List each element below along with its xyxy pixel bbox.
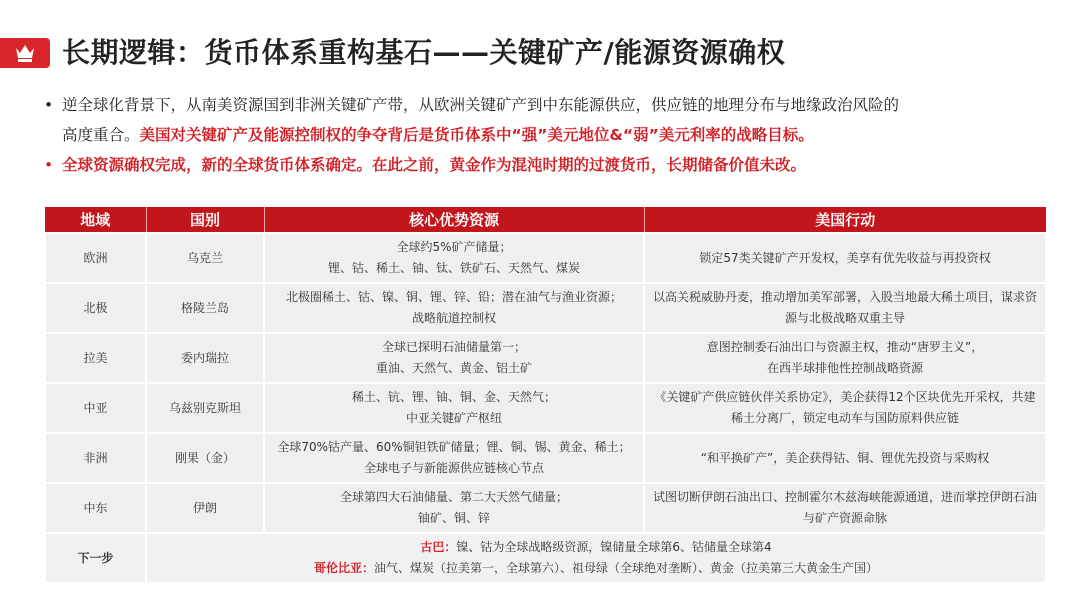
action-line: 以高关税威胁丹麦，推动增加美军部署，入股当地最大稀土项目，谋求资 <box>652 290 1037 304</box>
header-country: 国别 <box>146 207 264 233</box>
resource-line: 锂、钴、稀土、铀、钛、铁矿石、天然气、煤炭 <box>327 261 580 275</box>
bullet-dot: • <box>44 96 54 114</box>
action-line: 意图控制委石油出口与资源主权，推动“唐罗主义”， <box>706 340 984 354</box>
resource-line: 中亚关键矿产枢纽 <box>405 411 502 425</box>
table-row <box>45 383 1046 433</box>
cell-action <box>644 383 1046 433</box>
bullet-item <box>44 90 1044 150</box>
logo-badge <box>0 38 50 68</box>
table-row <box>45 433 1046 483</box>
bullet-dot: • <box>44 156 54 174</box>
cell-country: 刚果（金） <box>146 433 264 483</box>
table-row <box>45 233 1046 283</box>
cell-region: 中亚 <box>45 383 146 433</box>
table-row <box>45 333 1046 383</box>
action-line: 与矿产资源命脉 <box>802 511 887 525</box>
next-step-text: 油气、煤炭（拉美第一，全球第六）、祖母绿（全球绝对垄断）、黄金（拉美第三大黄金生产国） <box>374 561 879 575</box>
resource-line: 北极圈稀土、钴、镍、铜、锂、锌、铅；潜在油气与渔业资源； <box>285 290 622 304</box>
cell-resources <box>264 233 644 283</box>
cell-resources <box>264 383 644 433</box>
bullet-emphasis: 美国对关键矿产及能源控制权的争夺背后是货币体系中“强”美元地位&“弱”美元利率的战略目标。 <box>139 126 814 144</box>
resource-table <box>44 207 1047 584</box>
header-us-action: 美国行动 <box>644 207 1046 233</box>
cell-region: 欧洲 <box>45 233 146 283</box>
header-resources: 核心优势资源 <box>264 207 644 233</box>
bullet-text: 高度重合。 <box>62 126 140 144</box>
cell-resources <box>264 483 644 533</box>
next-step-row <box>45 533 1046 583</box>
header-region: 地域 <box>45 207 146 233</box>
cell-country: 乌克兰 <box>146 233 264 283</box>
action-line: “和平换矿产”，美企获得钴、铜、锂优先投资与采购权 <box>700 450 990 465</box>
cell-resources <box>264 283 644 333</box>
bullet-emphasis: 全球资源确权完成，新的全球货币体系确定。在此之前，黄金作为混沌时期的过渡货币，长期储备价值未改。 <box>62 156 807 174</box>
next-step-country: 古巴： <box>420 540 457 554</box>
cell-country: 委内瑞拉 <box>146 333 264 383</box>
resource-line: 重油、天然气、黄金、铝土矿 <box>375 361 532 375</box>
next-step-text: 镍、钴为全球战略级资源，镍储量全球第6、钴储量全球第4 <box>456 540 772 554</box>
action-line: 锁定57类关键矿产开发权，美享有优先收益与再投资权 <box>699 250 991 265</box>
cell-action <box>644 283 1046 333</box>
cell-region: 拉美 <box>45 333 146 383</box>
action-line: 试图切断伊朗石油出口、控制霍尔木兹海峡能源通道，进而掌控伊朗石油 <box>652 490 1037 504</box>
cell-country: 伊朗 <box>146 483 264 533</box>
action-line: 稀土分离厂，锁定电动车与国防原料供应链 <box>730 411 959 425</box>
cell-resources <box>264 333 644 383</box>
bullet-list <box>44 90 1044 180</box>
cell-region: 中东 <box>45 483 146 533</box>
page-title: 长期逻辑：货币体系重构基石——关键矿产/能源资源确权 <box>62 36 786 69</box>
resource-line: 全球第四大石油储量、第二大天然气储量； <box>339 490 568 504</box>
next-step-content <box>146 533 1046 583</box>
resource-line: 战略航道控制权 <box>411 311 496 325</box>
resource-line: 全球已探明石油储量第一； <box>381 340 526 354</box>
next-step-country: 哥伦比亚： <box>313 561 374 575</box>
resource-line: 全球约5%矿产储量； <box>396 240 512 254</box>
next-step-line <box>153 537 1039 558</box>
next-step-label: 下一步 <box>45 533 146 583</box>
bullet-text: 逆全球化背景下，从南美资源国到非洲关键矿产带，从欧洲关键矿产到中东能源供应，供应链的地理分布与地缘政治风险的 <box>62 96 900 114</box>
cell-country: 格陵兰岛 <box>146 283 264 333</box>
cell-resources <box>264 433 644 483</box>
cell-action <box>644 233 1046 283</box>
action-line: 在西半球排他性控制战略资源 <box>766 361 923 375</box>
crown-icon <box>14 42 36 64</box>
table-row <box>45 283 1046 333</box>
cell-action <box>644 433 1046 483</box>
cell-action <box>644 483 1046 533</box>
cell-action <box>644 333 1046 383</box>
bullet-item <box>44 150 1044 180</box>
table-row <box>45 483 1046 533</box>
resource-line: 稀土、钪、锂、铀、铜、金、天然气； <box>351 390 556 404</box>
next-step-line <box>153 558 1039 579</box>
cell-country: 乌兹别克斯坦 <box>146 383 264 433</box>
cell-region: 非洲 <box>45 433 146 483</box>
cell-region: 北极 <box>45 283 146 333</box>
resource-line: 全球电子与新能源供应链核心节点 <box>363 461 544 475</box>
resource-line: 全球70%钴产量、60%铜钽铁矿储量；锂、铜、锡、黄金、稀土； <box>277 440 631 454</box>
table-header-row <box>45 207 1046 233</box>
action-line: 《关键矿产供应链伙伴关系协定》，美企获得12个区块优先开采权，共建 <box>654 390 1036 404</box>
resource-line: 铀矿、铜、锌 <box>417 511 490 525</box>
action-line: 源与北极战略双重主导 <box>784 311 905 325</box>
